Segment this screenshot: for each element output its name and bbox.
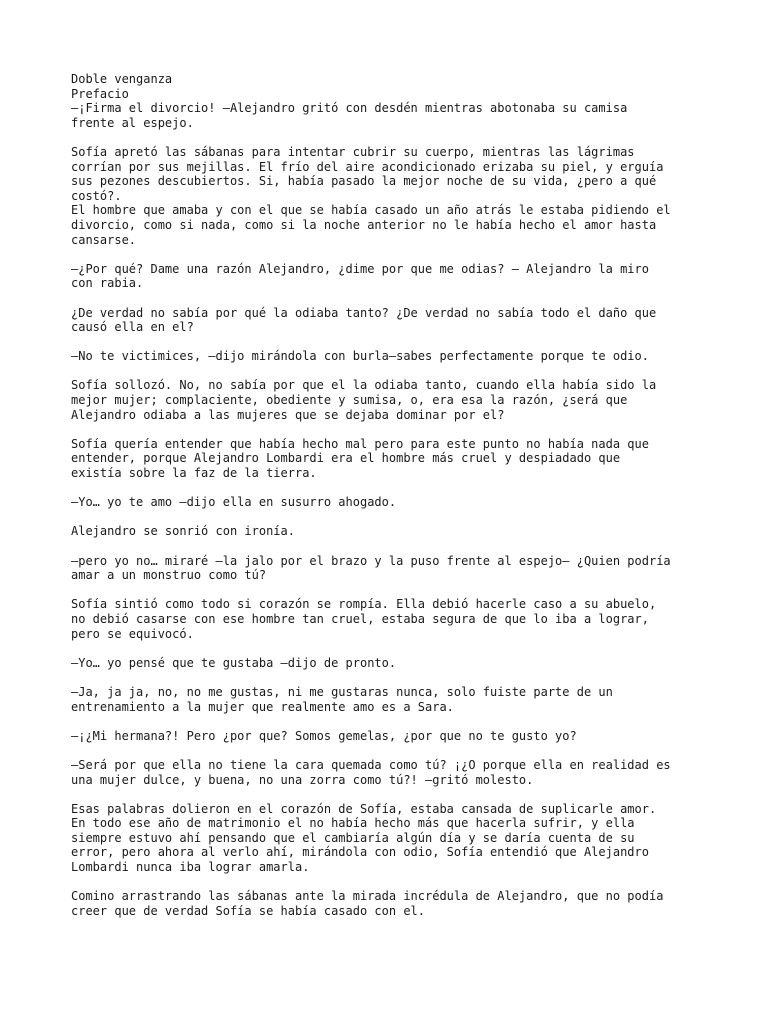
paragraph: [71, 758, 711, 787]
text-line: —No te victimices, —dijo mirándola con burla—sabes perfectamente porque te odio.: [71, 349, 649, 364]
paragraph: [71, 101, 711, 130]
text-line: frente al espejo.: [71, 115, 194, 130]
paragraph: [71, 889, 711, 918]
text-line: cansarse.: [71, 232, 137, 247]
text-line: no debió casarse con ese hombre tan cruel, estaba segura de que lo iba a lograr,: [71, 611, 649, 626]
text-line: causó ella en el?: [71, 320, 194, 335]
document-header: [71, 72, 711, 101]
paragraph: [71, 524, 711, 539]
document-title: Doble venganza: [71, 72, 173, 86]
text-line: ¿De verdad no sabía por qué la odiaba tanto? ¿De verdad no sabía todo el daño que: [71, 305, 657, 320]
text-line: Comino arrastrando las sábanas ante la mirada incrédula de Alejandro, que no podía: [71, 889, 664, 904]
text-line: —Será por que ella no tiene la cara quemada como tú? ¡¿O porque ella en realidad es: [71, 757, 671, 772]
paragraph: [71, 656, 711, 671]
text-line: —¡Firma el divorcio! —Alejandro gritó con desdén mientras abotonaba su camisa: [71, 101, 628, 116]
text-line: sus pezones descubiertos. Si, había pasado la mejor noche de su vida, ¿pero a qué: [71, 174, 657, 189]
paragraph: [71, 349, 711, 364]
text-line: Esas palabras dolieron en el corazón de Sofía, estaba cansada de suplicarle amor.: [71, 801, 657, 816]
paragraph: [71, 145, 711, 247]
text-line: existía sobre la faz de la tierra.: [71, 466, 317, 481]
text-line: —pero yo no… miraré —la jalo por el brazo y la puso frente al espejo— ¿Quien podría: [71, 553, 671, 568]
text-line: Alejandro odiaba a las mujeres que se dejaba dominar por el?: [71, 407, 505, 422]
text-line: —Yo… yo pensé que te gustaba —dijo de pronto.: [71, 655, 397, 670]
text-line: creer que de verdad Sofía se había casado con el.: [71, 903, 426, 918]
text-line: entrenamiento a la mujer que realmente amo es a Sara.: [71, 699, 454, 714]
text-line: una mujer dulce, y buena, no una zorra como tú?! —gritó molesto.: [71, 772, 534, 787]
paragraph: [71, 306, 711, 335]
paragraph: [71, 437, 711, 481]
paragraph: [71, 685, 711, 714]
text-line: amar a un monstruo como tú?: [71, 568, 267, 583]
text-line: siempre estuvo ahí pensando que el cambiaría algún día y se daría cuenta de su: [71, 830, 635, 845]
paragraph: [71, 378, 711, 422]
text-line: error, pero ahora al verlo ahí, mirándola con odio, Sofía entendió que Alejandro: [71, 845, 649, 860]
text-line: Sofía sollozó. No, no sabía por que el la odiaba tanto, cuando ella había sido la: [71, 378, 657, 393]
text-line: pero se equivocó.: [71, 626, 194, 641]
paragraph: [71, 262, 711, 291]
paragraph: [71, 597, 711, 641]
document-page: [71, 72, 711, 933]
text-line: Sofía quería entender que había hecho mal pero para este punto no había nada que: [71, 436, 649, 451]
chapter-heading: Prefacio: [71, 86, 129, 101]
text-line: —Ja, ja ja, no, no me gustas, ni me gustaras nunca, solo fuiste parte de un: [71, 684, 613, 699]
text-line: —Yo… yo te amo —dijo ella en susurro ahogado.: [71, 495, 397, 510]
text-line: Lombardi nunca iba lograr amarla.: [71, 860, 310, 875]
text-line: Sofía apretó las sábanas para intentar cubrir su cuerpo, mientras las lágrimas: [71, 144, 635, 159]
text-line: —¿Por qué? Dame una razón Alejandro, ¿dime por que me odias? — Alejandro la miro: [71, 261, 649, 276]
paragraph: [71, 729, 711, 744]
text-line: costó?.: [71, 188, 122, 203]
text-line: con rabia.: [71, 276, 144, 291]
paragraph: [71, 554, 711, 583]
text-line: En todo ese año de matrimonio el no había hecho más que hacerla sufrir, y ella: [71, 816, 635, 831]
text-line: El hombre que amaba y con el que se había casado un año atrás le estaba pidiendo el: [71, 203, 671, 218]
text-line: mejor mujer; complaciente, obediente y sumisa, o, era esa la razón, ¿será que: [71, 393, 628, 408]
paragraph: [71, 495, 711, 510]
text-line: divorcio, como si nada, como si la noche anterior no le había hecho el amor hasta: [71, 217, 657, 232]
text-line: Sofía sintió como todo si corazón se rompía. Ella debió hacerle caso a su abuelo,: [71, 597, 657, 612]
text-line: entender, porque Alejandro Lombardi era el hombre más cruel y despiadado que: [71, 451, 621, 466]
text-line: —¡¿Mi hermana?! Pero ¿por que? Somos gemelas, ¿por que no te gusto yo?: [71, 728, 577, 743]
paragraph: [71, 802, 711, 875]
text-line: corrían por sus mejillas. El frío del aire acondicionado erizaba su piel, y erguía: [71, 159, 664, 174]
text-line: Alejandro se sonrió con ironía.: [71, 524, 295, 539]
